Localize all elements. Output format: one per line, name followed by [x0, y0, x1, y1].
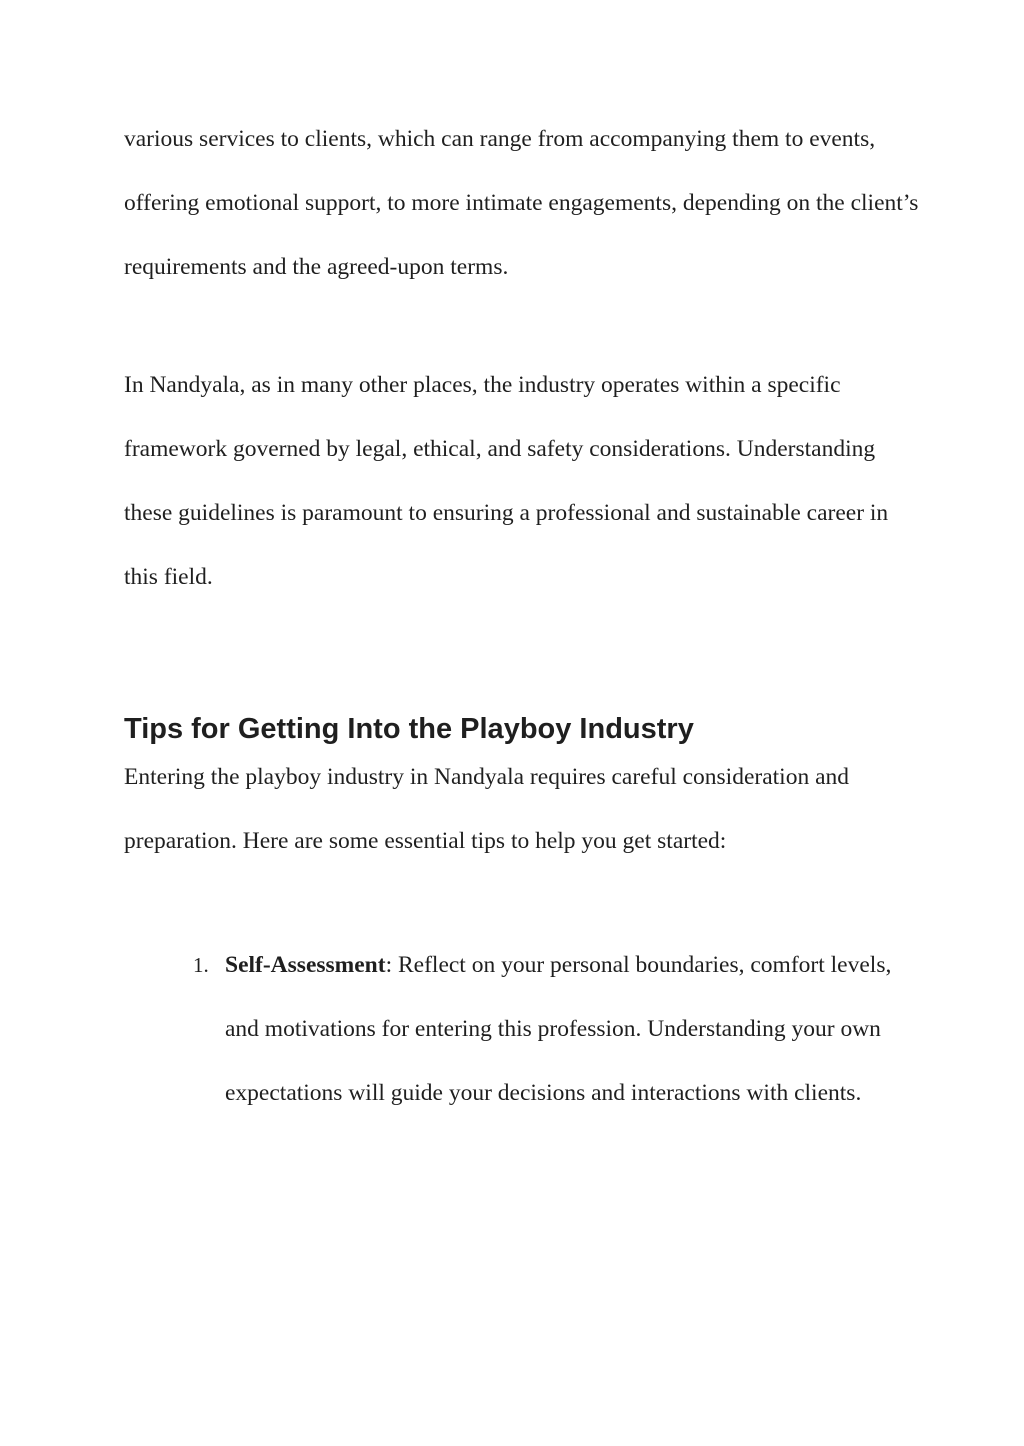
tips-list — [124, 933, 924, 1125]
list-item — [193, 933, 915, 1125]
list-item-term: Self-Assessment — [225, 952, 386, 978]
paragraph-framework: In Nandyala, as in many other places, the industry operates within a specific framework governed by legal, ethical, and safety considerations. Understanding these guidelines is paramount to ensuring a professional and sustainable career in this field. — [124, 372, 889, 590]
section-intro: Entering the playboy industry in Nandyala requires careful consideration and preparation. Here are some essential tips to help you get started: — [124, 764, 850, 854]
list-item-number: 1. — [193, 953, 209, 977]
section-heading: Tips for Getting Into the Playboy Industry — [124, 713, 694, 745]
list-item-text: : Reflect on your personal boundaries, comfort levels, and motivations for entering this profession. Understanding your own expectations will guide your decisions and interactions with clients. — [225, 952, 892, 1106]
paragraph-services: various services to clients, which can range from accompanying them to events, offering emotional support, to more intimate engagements, depending on the client’s requirements and the agreed-upon terms. — [124, 126, 919, 280]
document-content — [124, 107, 924, 1125]
